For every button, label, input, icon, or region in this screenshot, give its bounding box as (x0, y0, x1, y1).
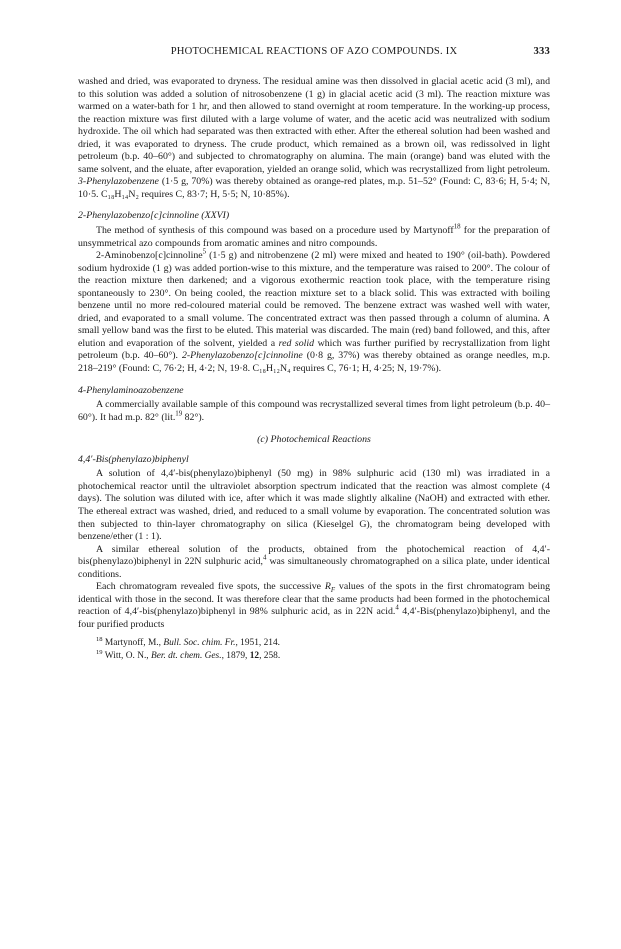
paragraph-method: The method of synthesis of this compound was based on a procedure used by Martynoff$^{18}$ for the preparation of unsymmetrical azo compounds from aromatic amines and nitro compounds. (78, 223, 550, 249)
compound-name: 3-Phenylazobenzene (78, 176, 159, 188)
paragraph-chromatogram: Each chromatogram revealed five spots, the successive $R_F$ values of the spots in the first chromatogram being identical with those in the second. It was therefore clear that the same products had been formed in the photochemical reaction of 4,4′-bis(phenylazo)biphenyl in 98% sulphuric acid, as in 22N acid.$^4$ 4,4′-Bis(phenylazo)biphenyl, and the four purified products (78, 581, 551, 630)
footnote-19: $^{19}$ Witt, O. N., Ber. dt. chem. Ges., 1879, 12, 258. (96, 648, 281, 661)
article-body (78, 76, 550, 662)
footnote-18: $^{18}$ Martynoff, M., Bull. Soc. chim. Fr., 1951, 214. (96, 636, 280, 649)
compound-name: 2-Phenylazobenzo[c]cinnoline (181, 350, 303, 362)
subheading-bis: 4,4′-Bis(phenylazo)biphenyl (78, 453, 189, 465)
paragraph-synthesis: 2-Aminobenzo[c]cinnoline$^5$ (1·5 g) and nitrobenzene (2 ml) were mixed and heated to 190° (oil-bath). Powdered sodium hydroxide (1 g) was added portion-wise to this mixture, and the temperature was raised to 200°. The colour of the reaction mixture then darkened; and a vigorous exothermic reaction took place, with the temperature rising spontaneously to 230°. On being cooled, the reaction mixture set to a black solid. This was extracted with boiling benzene until no more red-coloured material could be removed. The benzene extract was washed well with water, dried, and evaporated to a small volume. The concentrated extract was then passed through a column of alumina. A small yellow band was the first to be eluted. This material was discarded. The main (red) band followed, and this, after elution and evaporation of the solvent, yielded a red solid which was further purified by recrystallization from light petroleum (b.p. 40–60°). 2-Phenylazobenzo[c]cinnoline (0·8 g, 37%) was thereby obtained as orange needles, m.p. 218–219° (Found: C, 76·2; H, 4·2; N, 19·8. C₁₈H₁₂N₄ requires C, 76·1; H, 4·25; N, 19·7%). (78, 248, 551, 375)
ref-mark: 18 (453, 223, 461, 231)
ref-mark: 4 (395, 605, 399, 613)
running-title: PHOTOCHEMICAL REACTIONS OF AZO COMPOUNDS. IX (170, 46, 458, 57)
footnotes (78, 637, 550, 661)
page-number: 333 (533, 46, 550, 57)
paragraph-commercial-sample: A commercially available sample of this compound was recrystallized several times from light petroleum (b.p. 40–60°). It had m.p. 82° (lit.$^{19}$ 82°). (78, 399, 550, 423)
paragraph-irradiation: A solution of 4,4′-bis(phenylazo)biphenyl (50 mg) in 98% sulphuric acid (130 ml) was irradiated in a photochemical reactor until the ultraviolet absorption spectrum indicated that the reaction was almost complete (4 days). The solution was diluted with ice, after which it was made slightly alkaline (NaOH) and extracted with ether. The ethereal extract was washed, dried, and reduced to a small volume by evaporation. The concentrated solution was then subjected to thin-layer chromatography on silica (Kieselgel G), the chromatogram being developed with benzene/ether (1 : 1). (78, 468, 550, 543)
section-heading: (c) Photochemical Reactions (257, 434, 371, 446)
running-head (78, 46, 550, 57)
paragraph-similar-solution: A similar ethereal solution of the products, obtained from the photochemical reaction of 4,4′-bis(phenylazo)biphenyl in 22N sulphuric acid,$^4$ was simultaneously chromatographed on a silica plate, under identical conditions. (78, 543, 550, 580)
ref-mark: 5 (202, 248, 207, 256)
paragraph-workup: washed and dried, was evaporated to dryness. The residual amine was then dissolved in glacial acetic acid (3 ml), and to this solution was added a solution of nitrosobenzene (1 g) in glacial acetic acid (3 ml). The reaction mixture was warmed on a water-bath for 1 hr, and then allowed to stand overnight at room temperature. In the working-up process, the reaction mixture was first diluted with a large volume of water, and the acetic acid was neutralized with sodium hydroxide. The oil which had separated was then extracted with ether. After the ethereal solution had been washed and dried, it was evaporated to dryness. The crude product, which remained as a brown oil, was redissolved in light petroleum (b.p. 40–60°) and subjected to chromatography on alumina. The main (orange) band was eluted with the same solvent, and the eluate, after evaporation, yielded an orange solid, which was recrystallized from light petroleum. 3-Phenylazobenzene (1·5 g, 70%) was thereby obtained as orange-red plates, m.p. 51–52° (Found: C, 83·6; H, 5·4; N, 10·5. C₁₈H₁₄N₂ requires C, 83·7; H, 5·5; N, 10·85%). (78, 76, 550, 200)
ref-mark: 4 (263, 554, 267, 562)
ref-mark: 19 (175, 410, 183, 418)
subheading-phenylaminoazobenzene: 4-Phenylaminoazobenzene (78, 384, 184, 396)
subheading-xxvi: 2-Phenylazobenzo[c]cinnoline (XXVI) (78, 210, 230, 222)
